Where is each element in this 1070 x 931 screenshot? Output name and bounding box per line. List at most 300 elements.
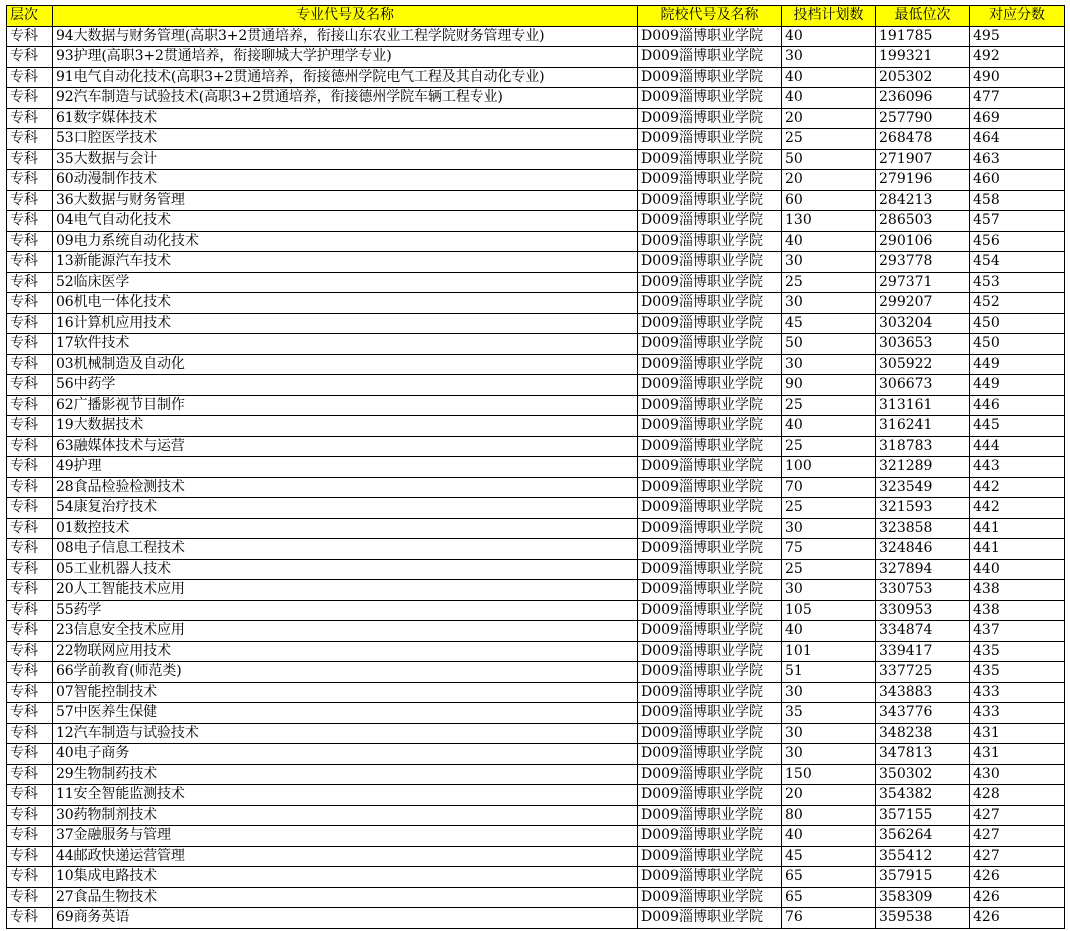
table-row: [7, 416, 1065, 437]
major-cell: 55药学: [53, 600, 638, 621]
school-cell: D009淄博职业学院: [638, 867, 782, 888]
min-rank-cell: 318783: [876, 436, 970, 457]
table-row: [7, 641, 1065, 662]
major-cell: 44邮政快递运营管理: [53, 846, 638, 867]
min-rank-cell: 339417: [876, 641, 970, 662]
plan-count-cell: 90: [782, 375, 876, 396]
level-cell: 专科: [7, 703, 53, 724]
major-cell: 08电子信息工程技术: [53, 539, 638, 560]
table-row: [7, 908, 1065, 929]
min-rank-cell: 321289: [876, 457, 970, 478]
major-cell: 23信息安全技术应用: [53, 621, 638, 642]
min-rank-cell: 330953: [876, 600, 970, 621]
table-row: [7, 67, 1065, 88]
level-cell: 专科: [7, 477, 53, 498]
min-rank-cell: 324846: [876, 539, 970, 560]
school-cell: D009淄博职业学院: [638, 231, 782, 252]
major-cell: 53口腔医学技术: [53, 129, 638, 150]
major-cell: 22物联网应用技术: [53, 641, 638, 662]
min-rank-cell: 316241: [876, 416, 970, 437]
plan-count-cell: 65: [782, 887, 876, 908]
major-cell: 69商务英语: [53, 908, 638, 929]
level-cell: 专科: [7, 805, 53, 826]
min-rank-cell: 286503: [876, 211, 970, 232]
table-row: [7, 170, 1065, 191]
table-row: [7, 129, 1065, 150]
table-row: [7, 703, 1065, 724]
min-rank-cell: 343883: [876, 682, 970, 703]
major-cell: 40电子商务: [53, 744, 638, 765]
plan-count-cell: 50: [782, 149, 876, 170]
level-cell: 专科: [7, 826, 53, 847]
school-cell: D009淄博职业学院: [638, 272, 782, 293]
major-cell: 61数字媒体技术: [53, 108, 638, 129]
school-cell: D009淄博职业学院: [638, 723, 782, 744]
min-rank-cell: 284213: [876, 190, 970, 211]
admission-table: [6, 5, 1065, 929]
school-cell: D009淄博职业学院: [638, 334, 782, 355]
score-cell: 426: [970, 908, 1065, 929]
plan-count-cell: 25: [782, 498, 876, 519]
school-cell: D009淄博职业学院: [638, 559, 782, 580]
level-cell: 专科: [7, 231, 53, 252]
header-major: 专业代号及名称: [53, 6, 638, 27]
school-cell: D009淄博职业学院: [638, 108, 782, 129]
plan-count-cell: 75: [782, 539, 876, 560]
level-cell: 专科: [7, 272, 53, 293]
plan-count-cell: 40: [782, 231, 876, 252]
score-cell: 449: [970, 354, 1065, 375]
plan-count-cell: 30: [782, 252, 876, 273]
plan-count-cell: 40: [782, 88, 876, 109]
plan-count-cell: 40: [782, 621, 876, 642]
table-row: [7, 600, 1065, 621]
level-cell: 专科: [7, 354, 53, 375]
plan-count-cell: 25: [782, 559, 876, 580]
min-rank-cell: 279196: [876, 170, 970, 191]
school-cell: D009淄博职业学院: [638, 621, 782, 642]
table-row: [7, 313, 1065, 334]
major-cell: 54康复治疗技术: [53, 498, 638, 519]
min-rank-cell: 297371: [876, 272, 970, 293]
major-cell: 19大数据技术: [53, 416, 638, 437]
major-cell: 12汽车制造与试验技术: [53, 723, 638, 744]
min-rank-cell: 347813: [876, 744, 970, 765]
min-rank-cell: 290106: [876, 231, 970, 252]
school-cell: D009淄博职业学院: [638, 846, 782, 867]
score-cell: 464: [970, 129, 1065, 150]
table-row: [7, 580, 1065, 601]
table-row: [7, 293, 1065, 314]
school-cell: D009淄博职业学院: [638, 887, 782, 908]
table-row: [7, 498, 1065, 519]
school-cell: D009淄博职业学院: [638, 641, 782, 662]
min-rank-cell: 305922: [876, 354, 970, 375]
level-cell: 专科: [7, 190, 53, 211]
level-cell: 专科: [7, 211, 53, 232]
school-cell: D009淄博职业学院: [638, 744, 782, 765]
level-cell: 专科: [7, 375, 53, 396]
table-row: [7, 354, 1065, 375]
min-rank-cell: 358309: [876, 887, 970, 908]
header-row: [7, 6, 1065, 27]
major-cell: 01数控技术: [53, 518, 638, 539]
score-cell: 444: [970, 436, 1065, 457]
score-cell: 457: [970, 211, 1065, 232]
school-cell: D009淄博职业学院: [638, 785, 782, 806]
min-rank-cell: 327894: [876, 559, 970, 580]
major-cell: 66学前教育(师范类): [53, 662, 638, 683]
table-row: [7, 334, 1065, 355]
major-cell: 92汽车制造与试验技术(高职3+2贯通培养，衔接德州学院车辆工程专业): [53, 88, 638, 109]
plan-count-cell: 25: [782, 129, 876, 150]
school-cell: D009淄博职业学院: [638, 395, 782, 416]
table-row: [7, 744, 1065, 765]
school-cell: D009淄博职业学院: [638, 682, 782, 703]
level-cell: 专科: [7, 67, 53, 88]
major-cell: 57中医养生保健: [53, 703, 638, 724]
min-rank-cell: 355412: [876, 846, 970, 867]
score-cell: 442: [970, 477, 1065, 498]
level-cell: 专科: [7, 334, 53, 355]
score-cell: 492: [970, 47, 1065, 68]
plan-count-cell: 20: [782, 785, 876, 806]
score-cell: 433: [970, 703, 1065, 724]
table-row: [7, 231, 1065, 252]
score-cell: 441: [970, 518, 1065, 539]
min-rank-cell: 268478: [876, 129, 970, 150]
major-cell: 27食品生物技术: [53, 887, 638, 908]
major-cell: 04电气自动化技术: [53, 211, 638, 232]
table-row: [7, 272, 1065, 293]
score-cell: 443: [970, 457, 1065, 478]
score-cell: 435: [970, 662, 1065, 683]
score-cell: 433: [970, 682, 1065, 703]
score-cell: 426: [970, 867, 1065, 888]
score-cell: 440: [970, 559, 1065, 580]
score-cell: 490: [970, 67, 1065, 88]
school-cell: D009淄博职业学院: [638, 764, 782, 785]
table-row: [7, 88, 1065, 109]
level-cell: 专科: [7, 600, 53, 621]
level-cell: 专科: [7, 170, 53, 191]
level-cell: 专科: [7, 293, 53, 314]
table-row: [7, 375, 1065, 396]
score-cell: 450: [970, 313, 1065, 334]
level-cell: 专科: [7, 457, 53, 478]
school-cell: D009淄博职业学院: [638, 211, 782, 232]
school-cell: D009淄博职业学院: [638, 354, 782, 375]
min-rank-cell: 323549: [876, 477, 970, 498]
major-cell: 93护理(高职3+2贯通培养，衔接聊城大学护理学专业): [53, 47, 638, 68]
school-cell: D009淄博职业学院: [638, 47, 782, 68]
level-cell: 专科: [7, 26, 53, 47]
plan-count-cell: 30: [782, 744, 876, 765]
min-rank-cell: 303653: [876, 334, 970, 355]
min-rank-cell: 357155: [876, 805, 970, 826]
score-cell: 449: [970, 375, 1065, 396]
level-cell: 专科: [7, 785, 53, 806]
level-cell: 专科: [7, 580, 53, 601]
plan-count-cell: 40: [782, 826, 876, 847]
table-row: [7, 457, 1065, 478]
score-cell: 430: [970, 764, 1065, 785]
score-cell: 431: [970, 744, 1065, 765]
header-plan-count: 投档计划数: [782, 6, 876, 27]
plan-count-cell: 25: [782, 436, 876, 457]
major-cell: 63融媒体技术与运营: [53, 436, 638, 457]
table-row: [7, 252, 1065, 273]
plan-count-cell: 25: [782, 272, 876, 293]
table-row: [7, 621, 1065, 642]
table-row: [7, 785, 1065, 806]
level-cell: 专科: [7, 498, 53, 519]
plan-count-cell: 30: [782, 682, 876, 703]
school-cell: D009淄博职业学院: [638, 416, 782, 437]
major-cell: 30药物制剂技术: [53, 805, 638, 826]
level-cell: 专科: [7, 416, 53, 437]
school-cell: D009淄博职业学院: [638, 498, 782, 519]
plan-count-cell: 150: [782, 764, 876, 785]
school-cell: D009淄博职业学院: [638, 600, 782, 621]
plan-count-cell: 45: [782, 313, 876, 334]
min-rank-cell: 337725: [876, 662, 970, 683]
major-cell: 62广播影视节目制作: [53, 395, 638, 416]
school-cell: D009淄博职业学院: [638, 170, 782, 191]
major-cell: 36大数据与财务管理: [53, 190, 638, 211]
level-cell: 专科: [7, 149, 53, 170]
score-cell: 427: [970, 846, 1065, 867]
score-cell: 438: [970, 580, 1065, 601]
level-cell: 专科: [7, 908, 53, 929]
level-cell: 专科: [7, 47, 53, 68]
school-cell: D009淄博职业学院: [638, 662, 782, 683]
score-cell: 445: [970, 416, 1065, 437]
plan-count-cell: 70: [782, 477, 876, 498]
min-rank-cell: 191785: [876, 26, 970, 47]
plan-count-cell: 30: [782, 293, 876, 314]
score-cell: 427: [970, 805, 1065, 826]
plan-count-cell: 51: [782, 662, 876, 683]
plan-count-cell: 30: [782, 47, 876, 68]
table-row: [7, 846, 1065, 867]
level-cell: 专科: [7, 682, 53, 703]
plan-count-cell: 101: [782, 641, 876, 662]
table-row: [7, 26, 1065, 47]
major-cell: 17软件技术: [53, 334, 638, 355]
score-cell: 469: [970, 108, 1065, 129]
major-cell: 05工业机器人技术: [53, 559, 638, 580]
table-row: [7, 47, 1065, 68]
score-cell: 442: [970, 498, 1065, 519]
level-cell: 专科: [7, 641, 53, 662]
school-cell: D009淄博职业学院: [638, 805, 782, 826]
table-row: [7, 662, 1065, 683]
school-cell: D009淄博职业学院: [638, 518, 782, 539]
score-cell: 437: [970, 621, 1065, 642]
major-cell: 16计算机应用技术: [53, 313, 638, 334]
school-cell: D009淄博职业学院: [638, 149, 782, 170]
min-rank-cell: 348238: [876, 723, 970, 744]
table-row: [7, 539, 1065, 560]
major-cell: 56中药学: [53, 375, 638, 396]
school-cell: D009淄博职业学院: [638, 252, 782, 273]
level-cell: 专科: [7, 723, 53, 744]
min-rank-cell: 205302: [876, 67, 970, 88]
min-rank-cell: 257790: [876, 108, 970, 129]
major-cell: 29生物制药技术: [53, 764, 638, 785]
major-cell: 28食品检验检测技术: [53, 477, 638, 498]
plan-count-cell: 60: [782, 190, 876, 211]
score-cell: 426: [970, 887, 1065, 908]
plan-count-cell: 45: [782, 846, 876, 867]
table-row: [7, 477, 1065, 498]
major-cell: 49护理: [53, 457, 638, 478]
score-cell: 452: [970, 293, 1065, 314]
table-row: [7, 887, 1065, 908]
level-cell: 专科: [7, 129, 53, 150]
level-cell: 专科: [7, 846, 53, 867]
level-cell: 专科: [7, 662, 53, 683]
level-cell: 专科: [7, 518, 53, 539]
table-row: [7, 682, 1065, 703]
min-rank-cell: 303204: [876, 313, 970, 334]
school-cell: D009淄博职业学院: [638, 190, 782, 211]
min-rank-cell: 299207: [876, 293, 970, 314]
score-cell: 438: [970, 600, 1065, 621]
table-row: [7, 867, 1065, 888]
major-cell: 06机电一体化技术: [53, 293, 638, 314]
plan-count-cell: 105: [782, 600, 876, 621]
header-level: 层次: [7, 6, 53, 27]
plan-count-cell: 25: [782, 395, 876, 416]
score-cell: 456: [970, 231, 1065, 252]
plan-count-cell: 50: [782, 334, 876, 355]
level-cell: 专科: [7, 313, 53, 334]
min-rank-cell: 354382: [876, 785, 970, 806]
table-row: [7, 559, 1065, 580]
major-cell: 37金融服务与管理: [53, 826, 638, 847]
table-row: [7, 826, 1065, 847]
plan-count-cell: 40: [782, 416, 876, 437]
level-cell: 专科: [7, 887, 53, 908]
plan-count-cell: 30: [782, 723, 876, 744]
plan-count-cell: 40: [782, 26, 876, 47]
school-cell: D009淄博职业学院: [638, 539, 782, 560]
major-cell: 20人工智能技术应用: [53, 580, 638, 601]
level-cell: 专科: [7, 621, 53, 642]
school-cell: D009淄博职业学院: [638, 703, 782, 724]
major-cell: 52临床医学: [53, 272, 638, 293]
score-cell: 458: [970, 190, 1065, 211]
score-cell: 453: [970, 272, 1065, 293]
min-rank-cell: 236096: [876, 88, 970, 109]
min-rank-cell: 323858: [876, 518, 970, 539]
school-cell: D009淄博职业学院: [638, 129, 782, 150]
score-cell: 446: [970, 395, 1065, 416]
header-score: 对应分数: [970, 6, 1065, 27]
min-rank-cell: 321593: [876, 498, 970, 519]
level-cell: 专科: [7, 764, 53, 785]
min-rank-cell: 356264: [876, 826, 970, 847]
level-cell: 专科: [7, 88, 53, 109]
table-row: [7, 108, 1065, 129]
table-row: [7, 395, 1065, 416]
school-cell: D009淄博职业学院: [638, 293, 782, 314]
header-school: 院校代号及名称: [638, 6, 782, 27]
min-rank-cell: 359538: [876, 908, 970, 929]
major-cell: 35大数据与会计: [53, 149, 638, 170]
plan-count-cell: 30: [782, 580, 876, 601]
school-cell: D009淄博职业学院: [638, 580, 782, 601]
level-cell: 专科: [7, 867, 53, 888]
score-cell: 435: [970, 641, 1065, 662]
plan-count-cell: 20: [782, 170, 876, 191]
header-min-rank: 最低位次: [876, 6, 970, 27]
major-cell: 07智能控制技术: [53, 682, 638, 703]
major-cell: 94大数据与财务管理(高职3+2贯通培养，衔接山东农业工程学院财务管理专业): [53, 26, 638, 47]
plan-count-cell: 20: [782, 108, 876, 129]
plan-count-cell: 30: [782, 354, 876, 375]
major-cell: 10集成电路技术: [53, 867, 638, 888]
table-row: [7, 211, 1065, 232]
school-cell: D009淄博职业学院: [638, 67, 782, 88]
min-rank-cell: 343776: [876, 703, 970, 724]
table-row: [7, 436, 1065, 457]
school-cell: D009淄博职业学院: [638, 313, 782, 334]
min-rank-cell: 350302: [876, 764, 970, 785]
score-cell: 460: [970, 170, 1065, 191]
plan-count-cell: 80: [782, 805, 876, 826]
table-row: [7, 190, 1065, 211]
school-cell: D009淄博职业学院: [638, 826, 782, 847]
school-cell: D009淄博职业学院: [638, 88, 782, 109]
plan-count-cell: 35: [782, 703, 876, 724]
major-cell: 09电力系统自动化技术: [53, 231, 638, 252]
major-cell: 13新能源汽车技术: [53, 252, 638, 273]
level-cell: 专科: [7, 436, 53, 457]
school-cell: D009淄博职业学院: [638, 375, 782, 396]
min-rank-cell: 330753: [876, 580, 970, 601]
major-cell: 11安全智能监测技术: [53, 785, 638, 806]
level-cell: 专科: [7, 395, 53, 416]
score-cell: 450: [970, 334, 1065, 355]
table-row: [7, 518, 1065, 539]
plan-count-cell: 65: [782, 867, 876, 888]
min-rank-cell: 293778: [876, 252, 970, 273]
table-row: [7, 805, 1065, 826]
table-row: [7, 764, 1065, 785]
level-cell: 专科: [7, 252, 53, 273]
min-rank-cell: 306673: [876, 375, 970, 396]
level-cell: 专科: [7, 539, 53, 560]
score-cell: 477: [970, 88, 1065, 109]
min-rank-cell: 271907: [876, 149, 970, 170]
min-rank-cell: 313161: [876, 395, 970, 416]
plan-count-cell: 40: [782, 67, 876, 88]
min-rank-cell: 334874: [876, 621, 970, 642]
major-cell: 03机械制造及自动化: [53, 354, 638, 375]
score-cell: 463: [970, 149, 1065, 170]
major-cell: 60动漫制作技术: [53, 170, 638, 191]
plan-count-cell: 100: [782, 457, 876, 478]
min-rank-cell: 357915: [876, 867, 970, 888]
score-cell: 427: [970, 826, 1065, 847]
school-cell: D009淄博职业学院: [638, 908, 782, 929]
school-cell: D009淄博职业学院: [638, 26, 782, 47]
school-cell: D009淄博职业学院: [638, 436, 782, 457]
score-cell: 495: [970, 26, 1065, 47]
